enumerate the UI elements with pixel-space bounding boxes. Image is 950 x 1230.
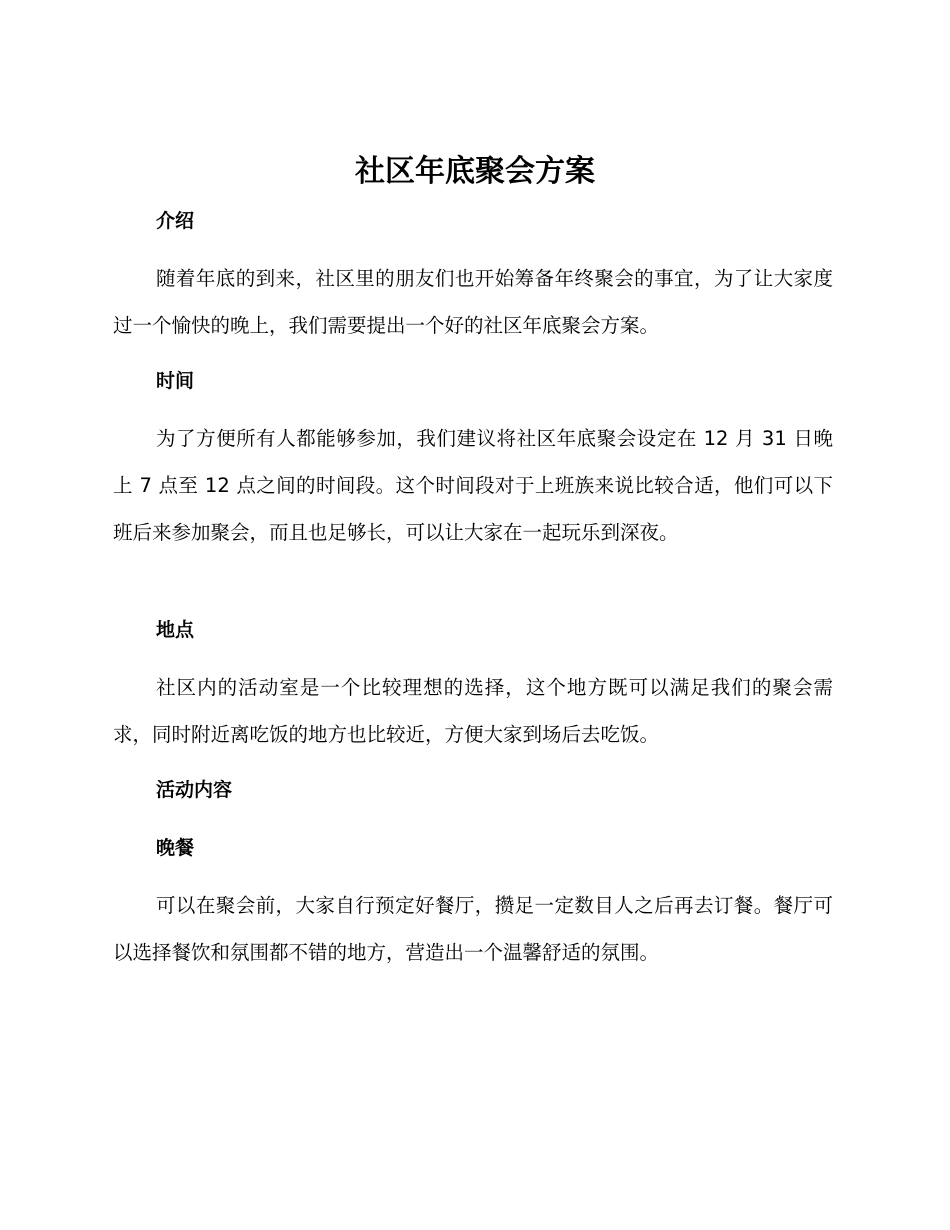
section-heading-location: 地点	[156, 619, 195, 641]
document-title: 社区年底聚会方案	[355, 154, 595, 189]
section-heading-activities: 活动内容	[156, 779, 233, 801]
section-heading-intro: 介绍	[156, 210, 195, 232]
section-paragraph-time: 为了方便所有人都能够参加，我们建议将社区年底聚会设定在 12 月 31 日晚上 7 点至 12 点之间的时间段。这个时间段对于上班族来说比较合适，他们可以下班后来参加聚会，而且也足够长，可以让大家在一起玩乐到深夜。	[113, 427, 833, 544]
section-heading-dinner: 晚餐	[156, 837, 195, 859]
section-paragraph-intro: 随着年底的到来，社区里的朋友们也开始筹备年终聚会的事宜，为了让大家度过一个愉快的晚上，我们需要提出一个好的社区年底聚会方案。	[113, 267, 833, 337]
section-heading-time: 时间	[156, 370, 195, 392]
section-paragraph-dinner: 可以在聚会前，大家自行预定好餐厅，攒足一定数目人之后再去订餐。餐厅可以选择餐饮和氛围都不错的地方，营造出一个温馨舒适的氛围。	[113, 894, 833, 964]
section-paragraph-location: 社区内的活动室是一个比较理想的选择，这个地方既可以满足我们的聚会需求，同时附近离吃饭的地方也比较近，方便大家到场后去吃饭。	[113, 676, 833, 746]
